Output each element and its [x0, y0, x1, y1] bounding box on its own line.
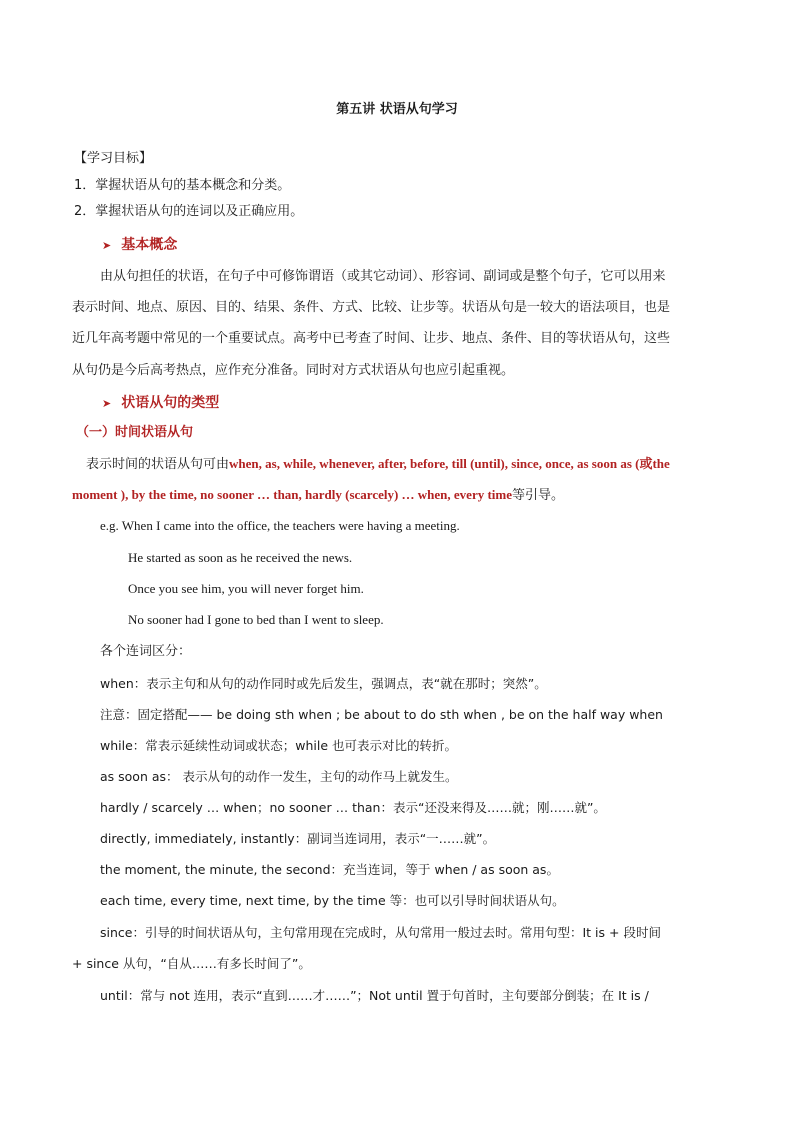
arrow-icon: ➤ — [102, 239, 112, 252]
example-4: No sooner had I gone to bed than I went to sleep. — [128, 612, 384, 627]
note-hardly-no-sooner: hardly / scarcely … when；no sooner … than：表示“还没来得及……就；刚……就”。 — [100, 800, 606, 815]
note-the-moment: the moment, the minute, the second：充当连词，等于 when / as soon as。 — [100, 862, 559, 877]
note-directly: directly, immediately, instantly：副词当连词用，表示“一……就”。 — [100, 831, 496, 846]
time-intro-line-1: 表示时间的状语从句可由when, as, while, whenever, after, before, till (until), since, once, as soon as (或the — [86, 456, 670, 472]
arrow-icon: ➤ — [102, 397, 112, 410]
note-when: when：表示主句和从句的动作同时或先后发生，强调点，表“就在那时；突然”。 — [100, 676, 547, 691]
note-as-soon-as: as soon as： 表示从句的动作一发生，主句的动作马上就发生。 — [100, 769, 458, 784]
concept-line-3: 近几年高考题中常见的一个重要试点。高考中已考查了时间、让步、地点、条件、目的等状语从句，这些 — [72, 331, 671, 346]
time-clause-heading: （一）时间状语从句 — [76, 425, 194, 440]
concept-line-2: 表示时间、地点、原因、目的、结果、条件、方式、比较、让步等。状语从句是一较大的语法项目，也是 — [72, 300, 671, 315]
note-while: while：常表示延续性动词或状态；while 也可表示对比的转折。 — [100, 738, 458, 753]
time-intro-line-2: moment ), by the time, no sooner … than, hardly (scarcely) … when, every time等引导。 — [72, 487, 565, 503]
note-fixed-collocation: 注意：固定搭配—— be doing sth when ; be about to do sth when , be on the half way when — [100, 707, 663, 722]
conjunction-list-2: moment ), by the time, no sooner … than, hardly (scarcely) … when, every time — [72, 487, 513, 502]
note-until: until：常与 not 连用，表示“直到……才……”；Not until 置于句首时，主句要部分倒装；在 It is / — [100, 988, 649, 1003]
example-1: e.g. When I came into the office, the teachers were having a meeting. — [100, 518, 460, 533]
objective-item-1: 1．掌握状语从句的基本概念和分类。 — [74, 178, 291, 193]
note-since: since：引导的时间状语从句，主句常用现在完成时，从句常用一般过去时。常用句型：It is + 段时间 — [100, 925, 661, 940]
objective-item-2: 2．掌握状语从句的连词以及正确应用。 — [74, 204, 304, 219]
note-since-cont: + since 从句，“自从……有多长时间了”。 — [72, 956, 311, 971]
example-3: Once you see him, you will never forget him. — [128, 581, 364, 596]
section-concept-heading: ➤ 基本概念 — [102, 237, 178, 253]
conjunction-list-1: when, as, while, whenever, after, before, till (until), since, once, as soon as (或the — [229, 456, 670, 471]
distinction-heading: 各个连词区分： — [100, 644, 192, 659]
objectives-heading: 【学习目标】 — [74, 151, 153, 166]
section-types-heading: ➤ 状语从句的类型 — [102, 395, 220, 411]
concept-line-4: 从句仍是今后高考热点，应作充分准备。同时对方式状语从句也应引起重视。 — [72, 363, 515, 378]
page-title: 第五讲 状语从句学习 — [336, 102, 458, 117]
note-each-time: each time, every time, next time, by the time 等：也可以引导时间状语从句。 — [100, 893, 565, 908]
example-2: He started as soon as he received the news. — [128, 550, 353, 565]
concept-line-1: 由从句担任的状语，在句子中可修饰谓语（或其它动词）、形容词、副词或是整个句子，它可以用来 — [100, 269, 666, 284]
